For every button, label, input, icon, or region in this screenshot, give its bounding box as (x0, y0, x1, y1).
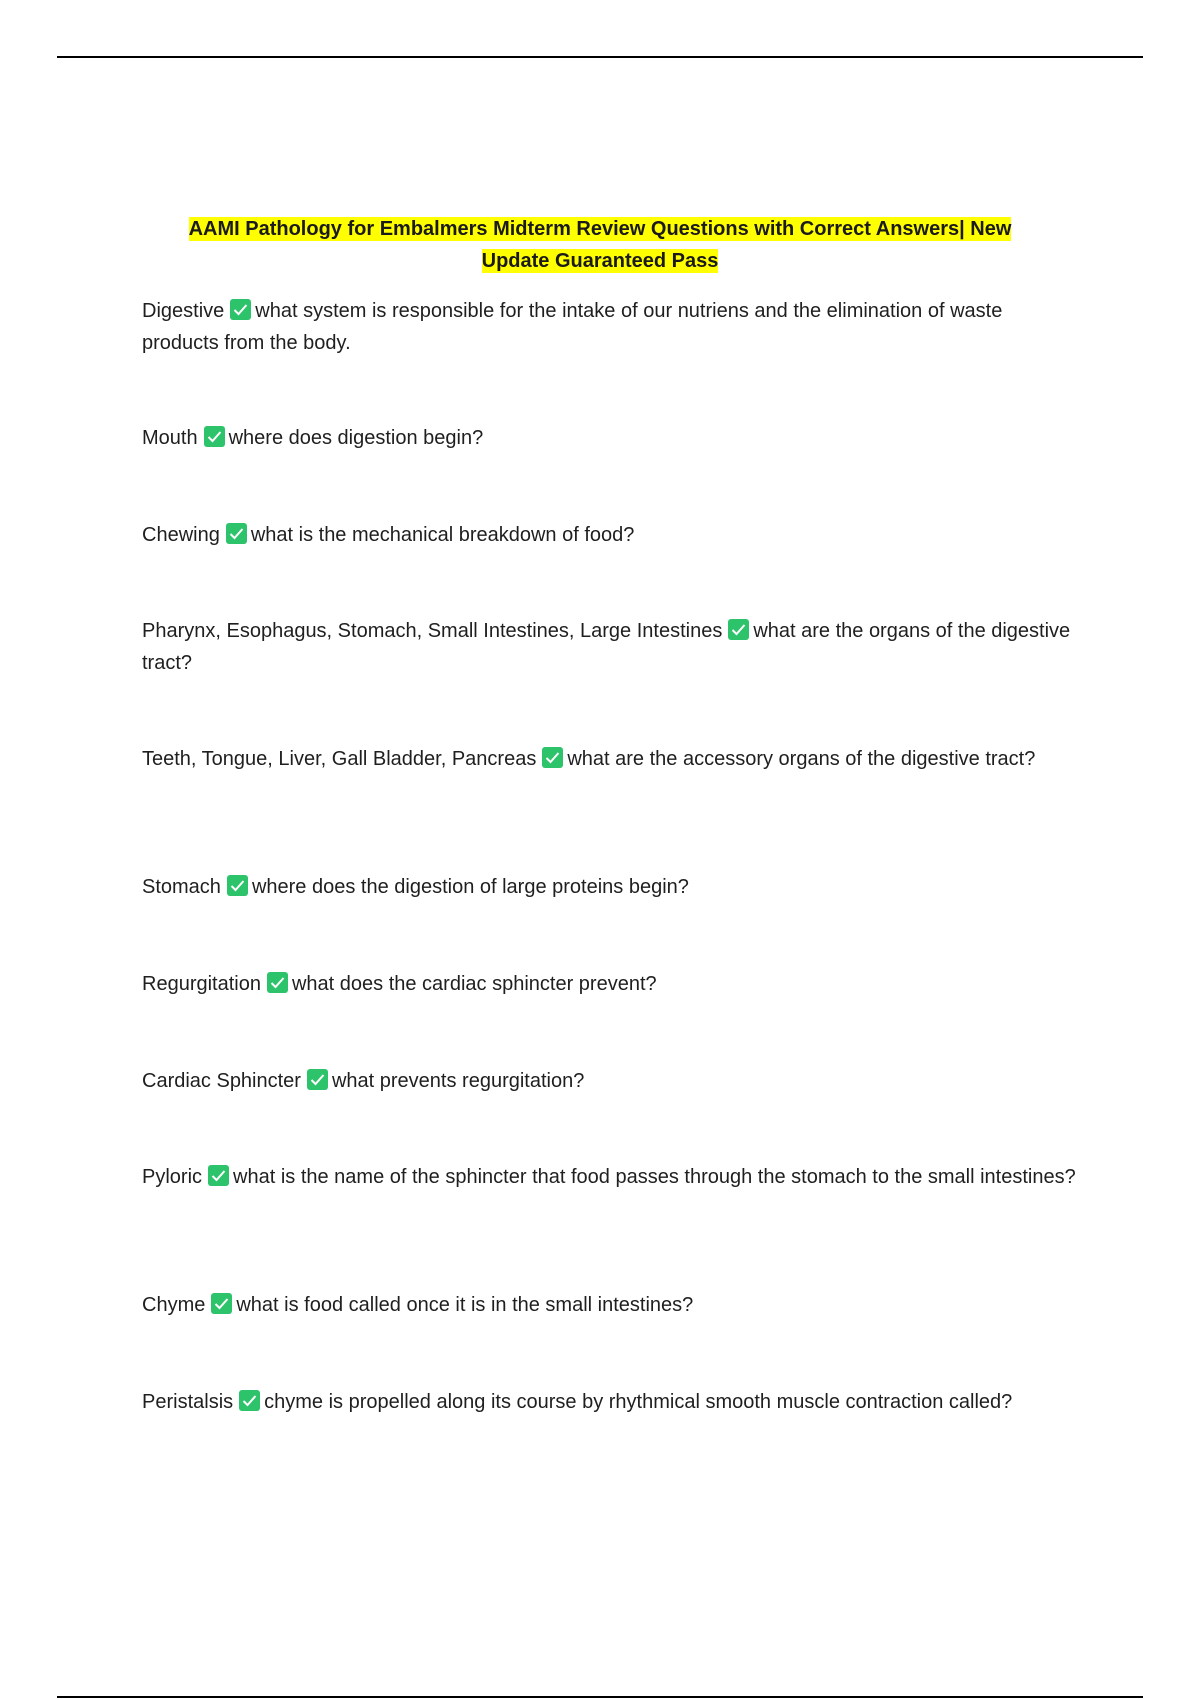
answer-text: Digestive (142, 300, 225, 322)
question-text: where does digestion begin? (228, 427, 484, 449)
question-text: what prevents regurgitation? (331, 1070, 585, 1092)
answer-text: Cardiac Sphincter (142, 1070, 301, 1092)
qa-item (142, 422, 1077, 454)
check-mark-icon (542, 747, 563, 768)
qa-item (142, 871, 1077, 903)
qa-item (142, 519, 1077, 551)
check-mark-icon (267, 972, 288, 993)
check-mark-icon (307, 1069, 328, 1090)
answer-text: Chewing (142, 524, 220, 546)
qa-item (142, 295, 1077, 359)
question-text: what is the name of the sphincter that food passes through the stomach to the small intestines? (233, 1166, 1076, 1188)
check-mark-icon (204, 426, 225, 447)
answer-text: Pyloric (142, 1166, 203, 1188)
question-text: where does the digestion of large proteins begin? (251, 876, 689, 898)
question-text: what are the accessory organs of the digestive tract? (567, 748, 1036, 770)
answer-text: Mouth (142, 427, 198, 449)
question-text: what is the mechanical breakdown of food? (250, 524, 635, 546)
check-mark-icon (211, 1293, 232, 1314)
qa-item (142, 1386, 1077, 1418)
answer-text: Peristalsis (142, 1391, 234, 1413)
check-mark-icon (227, 875, 248, 896)
header-rule (57, 56, 1143, 58)
answer-text: Regurgitation (142, 973, 261, 995)
answer-text: Pharynx, Esophagus, Stomach, Small Intestines, Large Intestines (142, 620, 723, 642)
question-text: what are the organs of the digestive tract? (142, 620, 1071, 674)
check-mark-icon (239, 1390, 260, 1411)
check-mark-icon (226, 523, 247, 544)
qa-item (142, 743, 1077, 775)
answer-text: Teeth, Tongue, Liver, Gall Bladder, Pancreas (142, 748, 537, 770)
answer-text: Chyme (142, 1294, 206, 1316)
check-mark-icon (230, 299, 251, 320)
footer-rule (57, 1696, 1143, 1698)
question-text: what does the cardiac sphincter prevent? (291, 973, 657, 995)
title-line-2: Update Guaranteed Pass (481, 250, 719, 272)
check-mark-icon (208, 1165, 229, 1186)
qa-item (142, 1161, 1077, 1193)
check-mark-icon (728, 619, 749, 640)
qa-item (142, 968, 1077, 1000)
title-line-1: AAMI Pathology for Embalmers Midterm Review Questions with Correct Answers| New (188, 218, 1012, 240)
qa-item (142, 615, 1077, 679)
qa-item (142, 1289, 1077, 1321)
document-title (142, 213, 1058, 277)
answer-text: Stomach (142, 876, 221, 898)
question-text: chyme is propelled along its course by rhythmical smooth muscle contraction called? (264, 1391, 1013, 1413)
question-text: what system is responsible for the intake of our nutriens and the elimination of waste products from the body. (142, 300, 1003, 354)
question-text: what is food called once it is in the small intestines? (236, 1294, 694, 1316)
qa-item (142, 1065, 1077, 1097)
